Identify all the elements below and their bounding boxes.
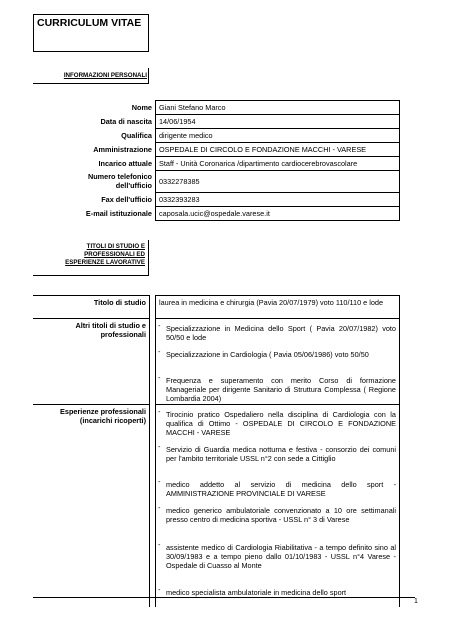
value-email: caposala.ucic@ospedale.varese.it (159, 209, 270, 218)
label-titolo-studio: Titolo di studio (93, 298, 146, 307)
list-item: medico addetto al servizio di medicina dello sport - AMMINISTRAZIONE PROVINCIALE DI VARESE (166, 480, 396, 498)
label-altri-titoli: Altri titoli di studio e professionali (75, 321, 146, 339)
label-qualifica: Qualifica (121, 131, 152, 140)
list-item: medico generico ambulatoriale convenzionato a 10 ore settimanali presso centro di medicina sportiva - USSL n° 3 di Varese (166, 506, 396, 524)
value-amministrazione: OSPEDALE DI CIRCOLO E FONDAZIONE MACCHI - VARESE (159, 145, 367, 154)
list-bullet: - (158, 585, 161, 594)
footer-rule (33, 597, 415, 598)
list-item: Tirocinio pratico Ospedaliero nella disciplina di Cardiologia con la qualifica di Ottimo - OSPEDALE DI CIRCOLO E FONDAZIONE MACCHI - VARESE (166, 410, 396, 437)
page-number: 1 (414, 598, 418, 605)
list-item: Frequenza e superamento con merito Corso di formazione Manageriale per dirigente Sanitario di Struttura Complessa ( Regione Lombardia 2004) (166, 376, 396, 403)
list-item: Specializzazione in Cardiologia ( Pavia 05/06/1986) voto 50/50 (166, 350, 369, 359)
value-nome: Giani Stefano Marco (159, 103, 226, 112)
list-bullet: - (158, 540, 161, 549)
label-amministrazione: Amministrazione (93, 145, 152, 154)
personal-section-heading: INFORMAZIONI PERSONALI (63, 72, 147, 79)
value-telefono: 0332278385 (159, 177, 200, 186)
list-item: assistente medico di Cardiologia Riabilitativa - a tempo definito sino al 30/09/1983 e a tempo pieno dallo 01/10/1983 - USSL n°4 Varese - Ospedale di Cuasso al Monte (166, 543, 396, 570)
studies-section-box (33, 240, 149, 276)
list-item: Servizio di Guardia medica notturna e festiva - consorzio dei comuni per l'ambito territoriale USSL n°2 con sede a Cittiglio (166, 445, 396, 463)
label-incarico-attuale: Incarico attuale (98, 159, 152, 168)
label-data-nascita: Data di nascita (100, 117, 152, 126)
list-bullet: - (158, 347, 161, 356)
list-item: Specializzazione in Medicina dello Sport ( Pavia 20/07/1982) voto 50/50 e lode (166, 324, 396, 342)
value-fax: 0332393283 (159, 195, 200, 204)
value-titolo-studio: laurea in medicina e chirurgia (Pavia 20/07/1979) voto 110/110 e lode (159, 298, 384, 307)
list-bullet: - (158, 442, 161, 451)
label-esperienze: Esperienze professionali (incarichi ricoperti) (60, 407, 146, 425)
label-fax: Fax dell'ufficio (101, 195, 152, 204)
list-bullet: - (158, 373, 161, 382)
label-email: E-mail istituzionale (85, 209, 152, 218)
personal-section-box (33, 68, 149, 84)
studies-section-heading: TITOLI DI STUDIO E PROFESSIONALI ED ESPERIENZE LAVORATIVE (65, 243, 145, 266)
value-incarico-attuale: Staff - Unità Coronarica /dipartimento cardiocerebrovascolare (159, 159, 358, 168)
value-qualifica: dirigente medico (159, 131, 213, 140)
list-bullet: - (158, 407, 161, 416)
document-title: CURRICULUM VITAE (37, 17, 142, 29)
list-bullet: - (158, 321, 161, 330)
value-data-nascita: 14/06/1954 (159, 117, 196, 126)
list-item: medico specialista ambulatoriale in medicina dello sport (166, 588, 347, 597)
list-bullet: - (158, 477, 161, 486)
title-box (33, 14, 149, 52)
label-telefono: Numero telefonico dell'ufficio (87, 172, 152, 190)
label-nome: Nome (131, 103, 152, 112)
list-bullet: - (158, 503, 161, 512)
